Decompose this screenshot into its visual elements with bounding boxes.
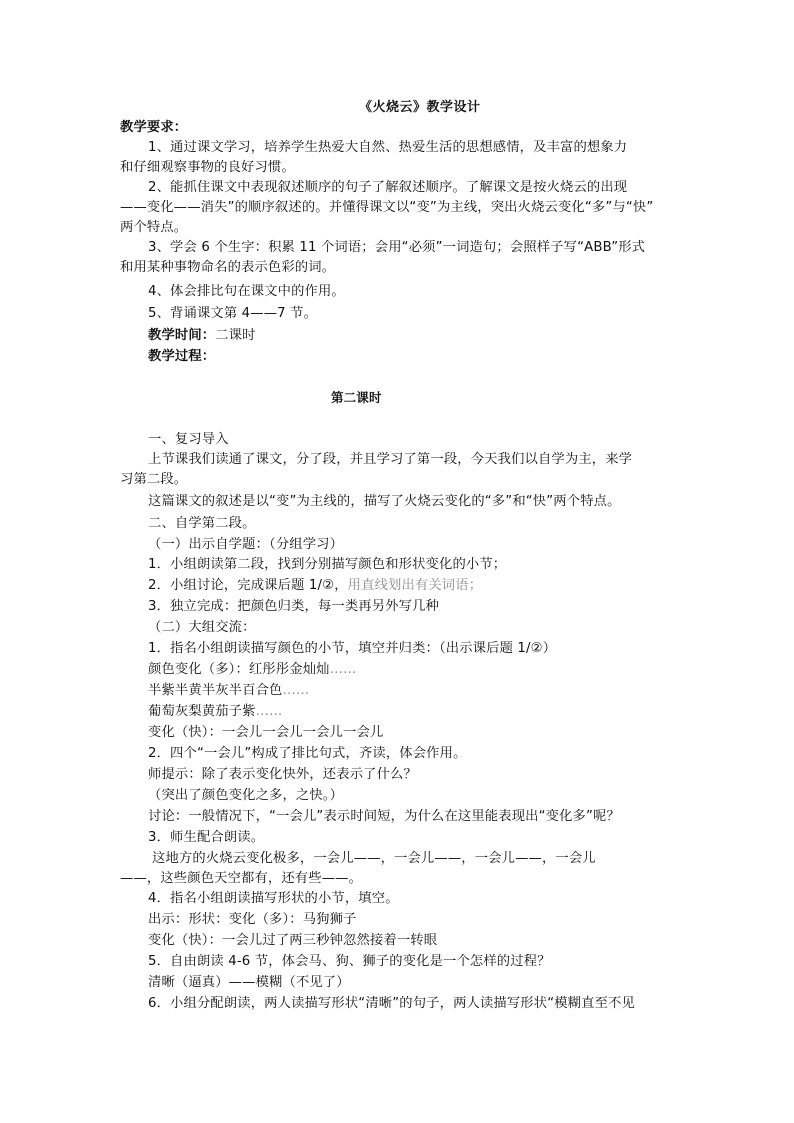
color-words-line-3-text: 葡萄灰梨黄茄子紫 <box>148 704 256 719</box>
exchange-item-2: 2．四个“一会儿”构成了排比句式，齐读，体会作用。 <box>148 746 467 761</box>
requirement-3-line-2: 和用某种事物命名的表示色彩的词。 <box>120 260 336 275</box>
self-study-item-2 <box>148 576 482 596</box>
shape-change-many: 出示：形状：变化（多）：马狗狮子 <box>148 912 357 927</box>
requirement-5: 5、背诵课文第 4——7 节。 <box>148 306 318 321</box>
exchange-item-6: 6．小组分配朗读，两人读描写形状“清晰”的句子，两人读描写形状“模糊直至不见 <box>148 996 635 1011</box>
choral-reading-line-1: 这地方的火烧云变化极多，一会儿——，一会儿——，一会儿——，一会儿 <box>152 851 596 866</box>
teaching-time-label: 教学时间： <box>148 328 216 343</box>
teaching-process-heading: 教学过程： <box>148 349 216 364</box>
teacher-hint-answer: （突出了颜色变化之多，之快。） <box>148 788 344 803</box>
section-1-para-1-line-2: 习第二段。 <box>120 472 188 487</box>
discussion: 讨论：一般情况下，“一会儿”表示时间短，为什么在这里能表现出“变化多”呢？ <box>148 809 620 824</box>
self-study-item-3: 3．独立完成：把颜色归类，每一类再另外写几种 <box>148 599 439 614</box>
ellipsis: …… <box>282 683 310 698</box>
requirement-2-line-2: ——变化——消失”的顺序叙述的。并懂得课文以“变”为主线，突出火烧云变化“多”与“快” <box>120 200 654 215</box>
section-1-heading: 一、复习导入 <box>148 432 229 447</box>
self-study-heading: （一）出示自学题：（分组学习） <box>148 537 344 552</box>
color-change-fast: 变化（快）：一会儿一会儿一会儿一会儿 <box>148 725 384 740</box>
requirement-1-line-1: 1、通过课文学习，培养学生热爱大自然、热爱生活的思想感情，及丰富的想象力 <box>148 140 628 155</box>
exchange-item-4: 4．指名小组朗读描写形状的小节，填空。 <box>148 891 399 906</box>
requirement-2-line-1: 2、能抓住课文中表现叙述顺序的句子了解叙述顺序。了解课文是按火烧云的出现 <box>148 180 628 195</box>
requirement-1-line-2: 和仔细观察事物的良好习惯。 <box>120 160 295 175</box>
color-change-many <box>148 660 357 680</box>
requirements-heading: 教学要求： <box>120 120 188 135</box>
self-study-item-2-text: 2．小组讨论，完成课后题 1/②， <box>148 578 348 593</box>
exchange-item-5: 5．自由朗读 4-6 节，体会马、狗、狮子的变化是一个怎样的过程？ <box>148 954 551 969</box>
section-1-para-2: 这篇课文的叙述是以“变”为主线的，描写了火烧云变化的“多”和“快”两个特点。 <box>148 494 621 509</box>
exchange-item-1: 1．指名小组朗读描写颜色的小节，填空并归类：（出示课后题 1/②） <box>148 641 557 656</box>
ellipsis: …… <box>255 704 283 719</box>
color-change-many-text: 颜色变化（多）：红彤彤金灿灿 <box>148 662 330 677</box>
teaching-time <box>148 326 256 346</box>
self-study-item-1: 1．小组朗读第二段，找到分别描写颜色和形状变化的小节； <box>148 557 507 572</box>
teaching-time-value: 二课时 <box>215 328 256 343</box>
self-study-item-2-note: 用直线划出有关词语； <box>347 578 483 593</box>
clear-to-blurry: 清晰（逼真）——模糊（不见了） <box>148 975 350 990</box>
shape-change-fast: 变化（快）：一会儿过了两三秒钟忽然接着一转眼 <box>148 933 438 948</box>
requirement-4: 4、体会排比句在课文中的作用。 <box>148 284 345 299</box>
lesson-heading: 第二课时 <box>331 390 382 405</box>
requirement-3-line-1: 3、学会 6 个生字：积累 11 个词语；会用“必须”一词造句；会照样子写“ABB”形式 <box>148 240 646 255</box>
color-words-line-3 <box>148 702 282 722</box>
ellipsis: …… <box>329 662 357 677</box>
group-exchange-heading: （二）大组交流： <box>148 620 256 635</box>
color-words-line-2 <box>148 681 309 701</box>
section-2-heading: 二、自学第二段。 <box>148 516 256 531</box>
teacher-hint: 师提示：除了表示变化快外，还表示了什么？ <box>148 767 417 782</box>
choral-reading-line-2: ——，这些颜色天空都有，还有些——。 <box>120 871 363 886</box>
document-title: 《火烧云》教学设计 <box>359 100 481 115</box>
exchange-item-3: 3．师生配合朗读。 <box>148 830 265 845</box>
section-1-para-1-line-1: 上节课我们读通了课文，分了段，并且学习了第一段，今天我们以自学为主，来学 <box>148 452 633 467</box>
requirement-2-line-3: 两个特点。 <box>120 220 188 235</box>
color-words-line-2-text: 半紫半黄半灰半百合色 <box>148 683 283 698</box>
